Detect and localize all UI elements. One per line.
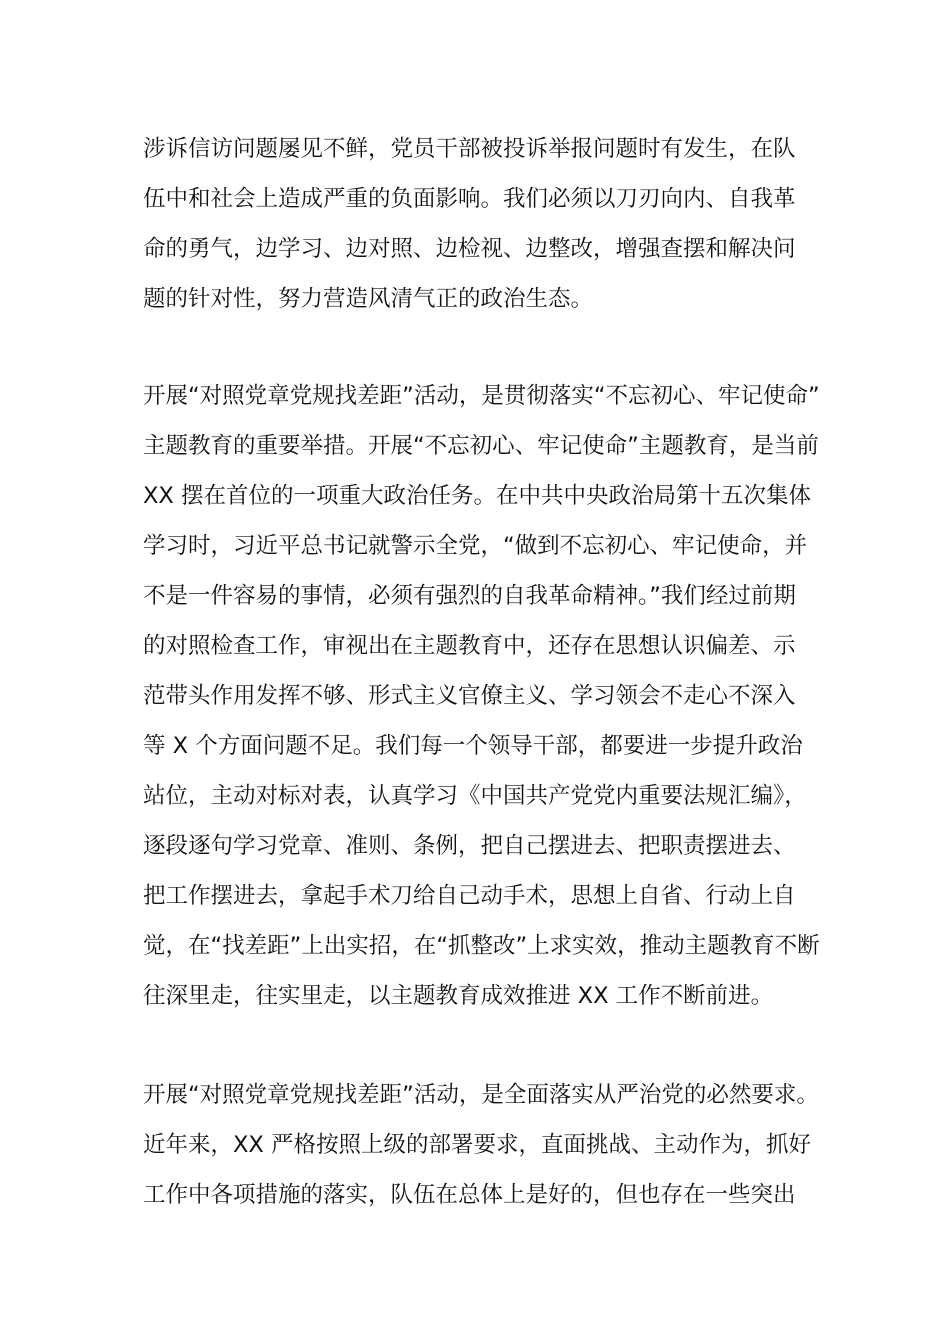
text-line: 涉诉信访问题屡见不鲜，党员干部被投诉举报问题时有发生，在队 bbox=[143, 136, 796, 162]
paragraph-2 bbox=[143, 371, 823, 1021]
text-line: 等 X 个方面问题不足。我们每一个领导干部，都要进一步提升政治 bbox=[143, 733, 803, 759]
text-line: XX 摆在首位的一项重大政治任务。在中共中央政治局第十五次集体 bbox=[143, 483, 811, 509]
text-line: 学习时，习近平总书记就警示全党，“做到不忘初心、牢记使命，并 bbox=[143, 533, 808, 559]
text-line: 主题教育的重要举措。开展“不忘初心、牢记使命”主题教育，是当前 bbox=[143, 433, 819, 459]
text-line: 觉，在“找差距”上出实招，在“抓整改”上求实效，推动主题教育不断 bbox=[143, 933, 820, 959]
text-line: 逐段逐句学习党章、准则、条例，把自己摆进去、把职责摆进去、 bbox=[143, 833, 796, 859]
text-line: 伍中和社会上造成严重的负面影响。我们必须以刀刃向内、自我革 bbox=[143, 186, 796, 212]
text-line: 开展“对照党章党规找差距”活动，是贯彻落实“不忘初心、牢记使命” bbox=[143, 383, 820, 409]
text-line: 的对照检查工作，审视出在主题教育中，还存在思想认识偏差、示 bbox=[143, 633, 796, 659]
text-line: 站位，主动对标对表，认真学习《中国共产党党内重要法规汇编》， bbox=[143, 783, 807, 809]
text-line: 命的勇气，边学习、边对照、边检视、边整改，增强查摆和解决问 bbox=[143, 236, 796, 262]
paragraph-3 bbox=[143, 1070, 823, 1220]
text-line: 把工作摆进去，拿起手术刀给自己动手术，思想上自省、行动上自 bbox=[143, 883, 796, 909]
paragraph-1 bbox=[143, 124, 823, 324]
text-line: 近年来，XX 严格按照上级的部署要求，直面挑战、主动作为，抓好 bbox=[143, 1132, 811, 1158]
text-line: 往深里走，往实里走，以主题教育成效推进 XX 工作不断前进。 bbox=[143, 983, 774, 1009]
text-line: 题的针对性，努力营造风清气正的政治生态。 bbox=[143, 286, 594, 312]
text-line: 不是一件容易的事情，必须有强烈的自我革命精神。”我们经过前期 bbox=[143, 583, 796, 609]
text-line: 范带头作用发挥不够、形式主义官僚主义、学习领会不走心不深入 bbox=[143, 683, 796, 709]
text-line: 开展“对照党章党规找差距”活动，是全面落实从严治党的必然要求。 bbox=[143, 1082, 819, 1108]
text-line: 工作中各项措施的落实，队伍在总体上是好的，但也存在一些突出 bbox=[143, 1182, 796, 1208]
